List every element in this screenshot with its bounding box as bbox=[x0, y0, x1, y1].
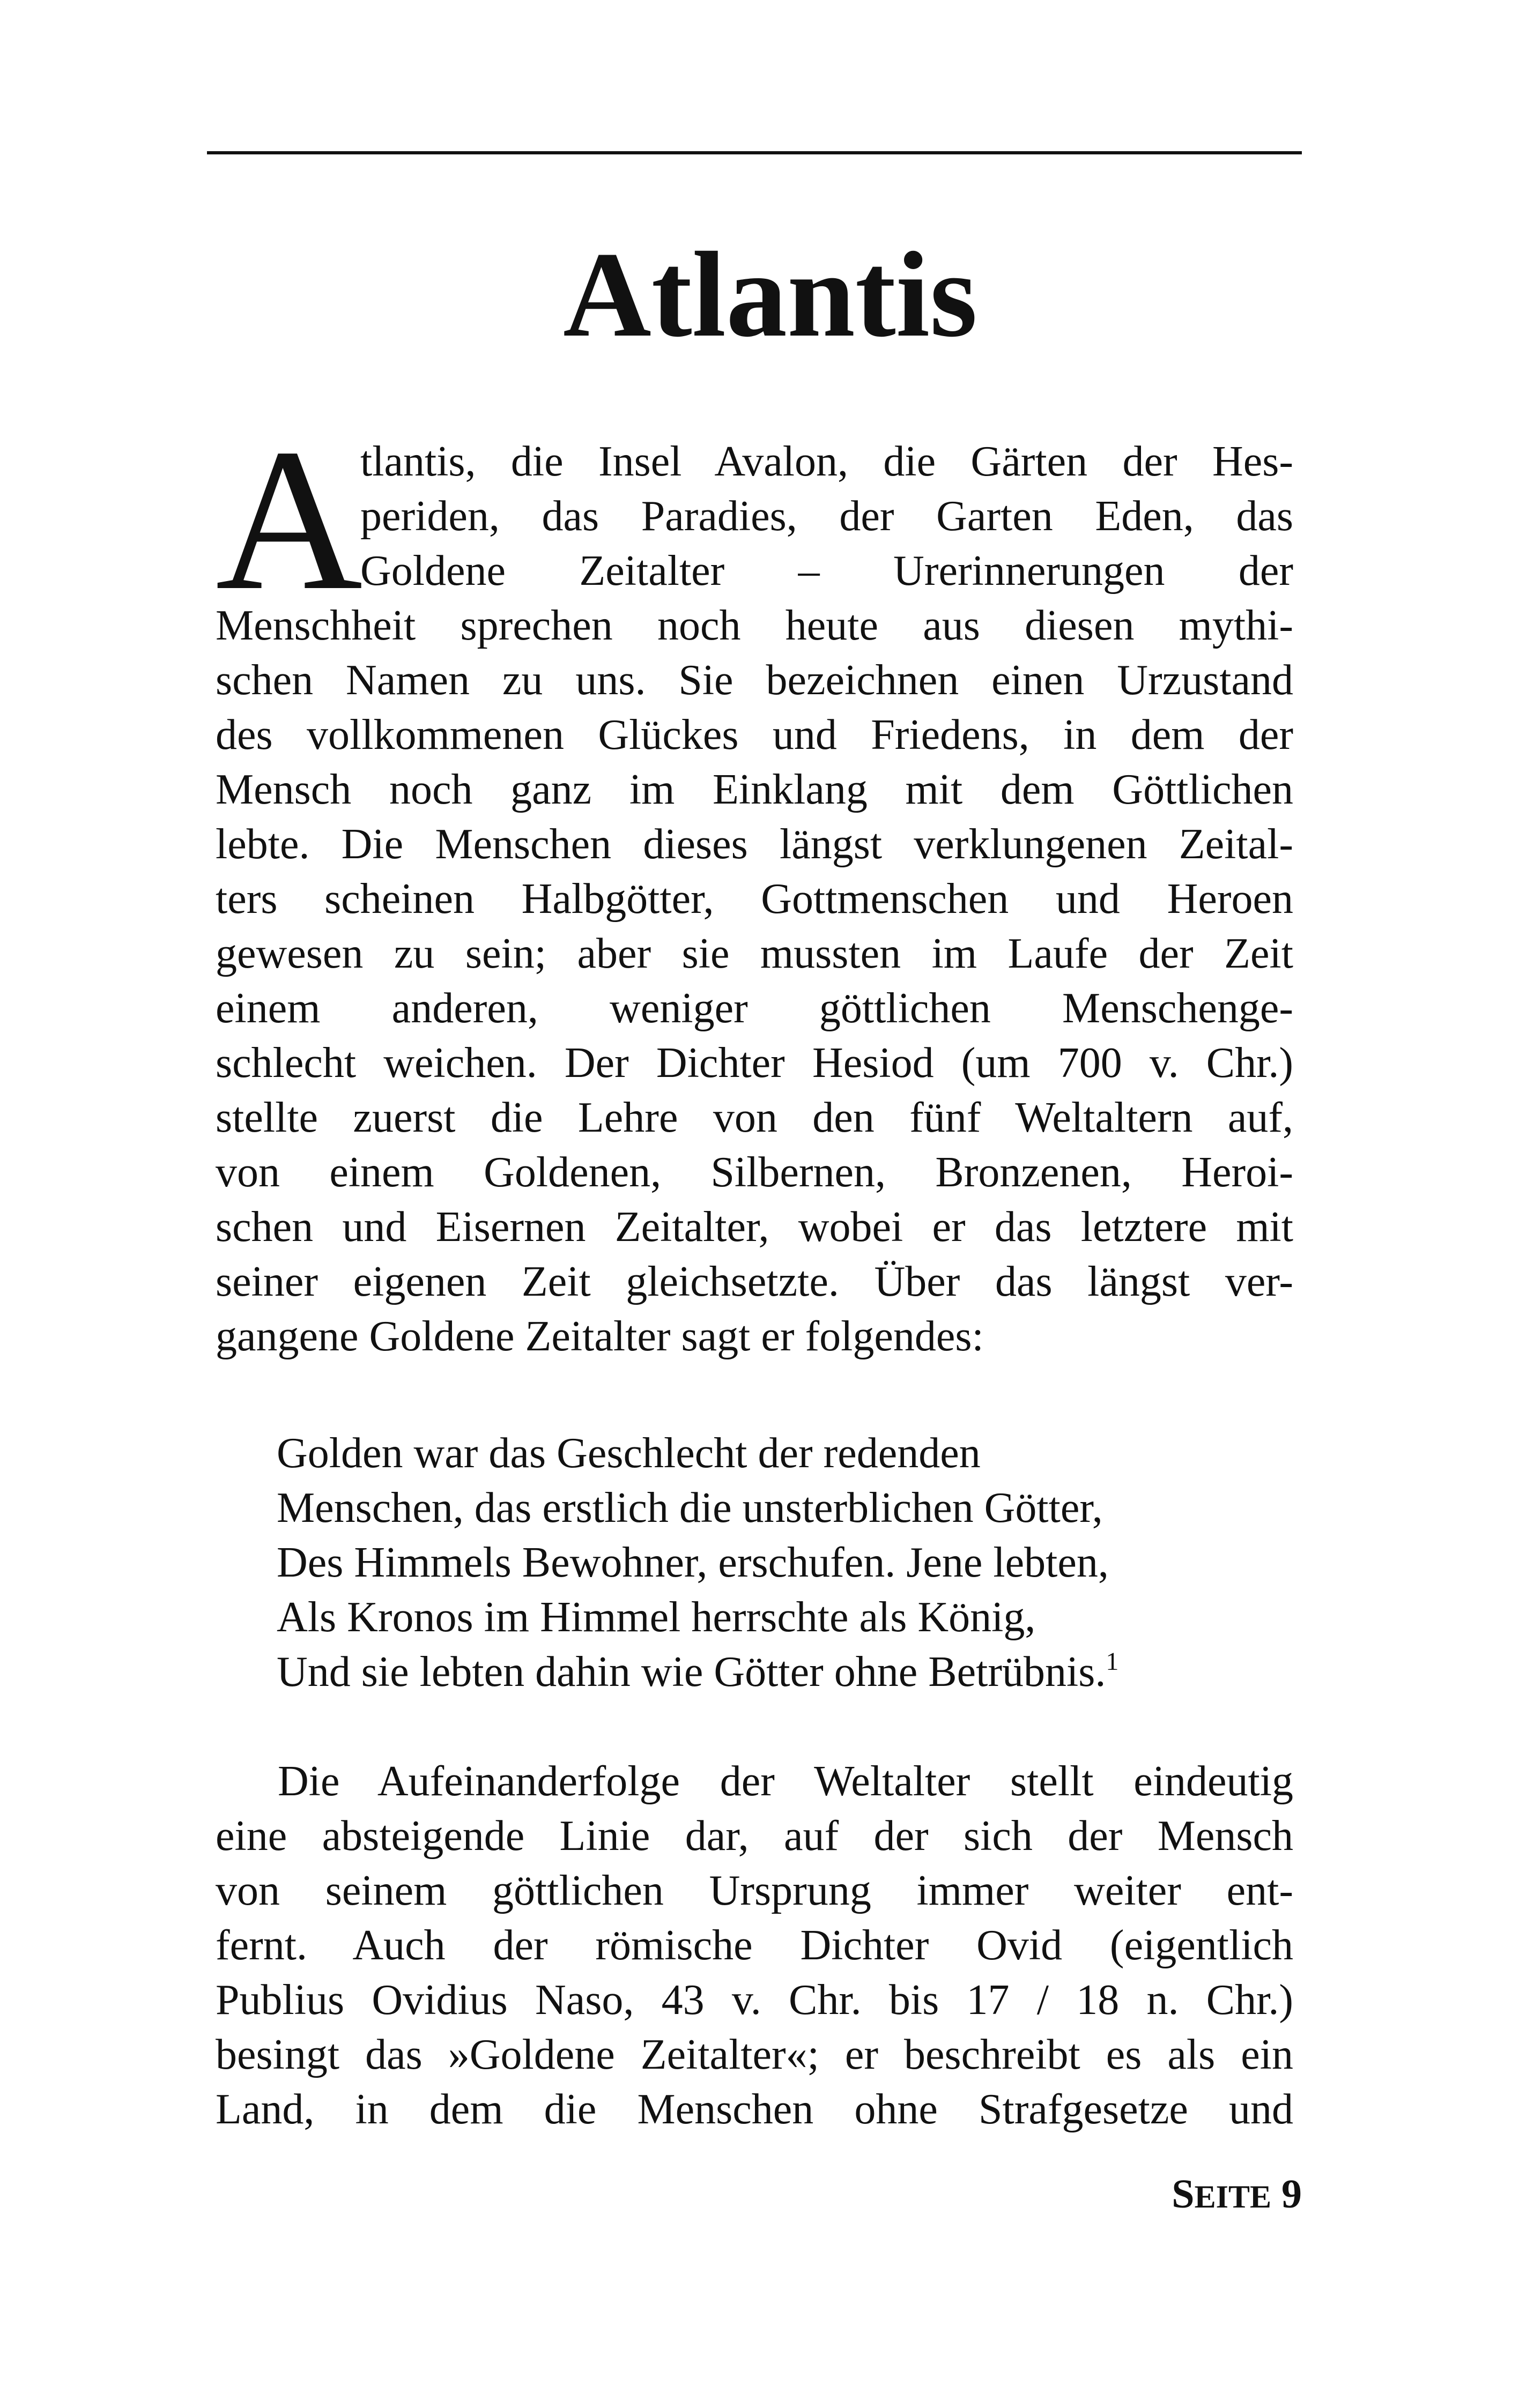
text-line: Land, in dem die Menschen ohne Strafgesetze und bbox=[216, 2086, 1293, 2133]
chapter-title: Atlantis bbox=[563, 227, 977, 362]
text-line: Mensch noch ganz im Einklang mit dem Göttlichen bbox=[216, 766, 1293, 813]
verse-quote bbox=[277, 1426, 1118, 1699]
page-number-value: 9 bbox=[1281, 2172, 1302, 2217]
text-line: Menschheit sprechen noch heute aus diesen mythi- bbox=[216, 602, 1293, 649]
verse-line-text: Und sie lebten dahin wie Götter ohne Betrübnis. bbox=[277, 1648, 1106, 1696]
verse-line: Menschen, das erstlich die unsterblichen Götter, bbox=[277, 1484, 1103, 1532]
text-line: von einem Goldenen, Silbernen, Bronzenen, Heroi- bbox=[216, 1149, 1293, 1196]
text-line: besingt das »Goldene Zeitalter«; er beschreibt es als ein bbox=[216, 2031, 1293, 2078]
paragraph-second bbox=[216, 1754, 1293, 2137]
text-line: periden, das Paradies, der Garten Eden, das bbox=[360, 493, 1293, 540]
header-rule bbox=[207, 151, 1302, 154]
text-line: Die Aufeinanderfolge der Weltalter stellt eindeutig bbox=[278, 1758, 1293, 1805]
verse-line: Golden war das Geschlecht der redenden bbox=[277, 1430, 981, 1477]
text-line: schlecht weichen. Der Dichter Hesiod (um 700 v. Chr.) bbox=[216, 1039, 1293, 1087]
text-line: tlantis, die Insel Avalon, die Gärten der Hes- bbox=[360, 438, 1293, 485]
page-label-rest: EITE bbox=[1194, 2179, 1271, 2214]
verse-line-last bbox=[277, 1645, 1118, 1699]
verse-line: Als Kronos im Himmel herrschte als König, bbox=[277, 1594, 1036, 1641]
text-line: von seinem göttlichen Ursprung immer weiter ent- bbox=[216, 1867, 1293, 1914]
text-line: fernt. Auch der römische Dichter Ovid (eigentlich bbox=[216, 1922, 1293, 1969]
text-line: schen und Eisernen Zeitalter, wobei er das letztere mit bbox=[216, 1203, 1293, 1251]
footnote-marker[interactable]: 1 bbox=[1106, 1647, 1119, 1676]
text-line: gewesen zu sein; aber sie mussten im Laufe der Zeit bbox=[216, 930, 1293, 977]
text-line: ters scheinen Halbgötter, Gottmenschen und Heroen bbox=[216, 875, 1293, 923]
text-line: eine absteigende Linie dar, auf der sich der Mensch bbox=[216, 1812, 1293, 1860]
drop-cap-letter: A bbox=[216, 407, 363, 633]
text-line: stellte zuerst die Lehre von den fünf Weltaltern auf, bbox=[216, 1094, 1293, 1141]
text-line: lebte. Die Menschen dieses längst verklungenen Zeital- bbox=[216, 821, 1293, 868]
text-line: gangene Goldene Zeitalter sagt er folgendes: bbox=[216, 1313, 984, 1360]
text-line: schen Namen zu uns. Sie bezeichnen einen Urzustand bbox=[216, 657, 1293, 704]
page-number bbox=[1172, 2170, 1302, 2221]
paragraph-intro bbox=[216, 407, 1293, 1364]
text-line: einem anderen, weniger göttlichen Menschenge- bbox=[216, 985, 1293, 1032]
text-line: seiner eigenen Zeit gleichsetzte. Über das längst ver- bbox=[216, 1258, 1293, 1305]
text-line: Publius Ovidius Naso, 43 v. Chr. bis 17 / 18 n. Chr.) bbox=[216, 1976, 1293, 2024]
text-line: Goldene Zeitalter – Urerinnerungen der bbox=[360, 547, 1293, 594]
text-line: des vollkommenen Glückes und Friedens, in dem der bbox=[216, 711, 1293, 759]
verse-line: Des Himmels Bewohner, erschufen. Jene lebten, bbox=[277, 1539, 1109, 1586]
page-label-initial: S bbox=[1172, 2172, 1195, 2217]
